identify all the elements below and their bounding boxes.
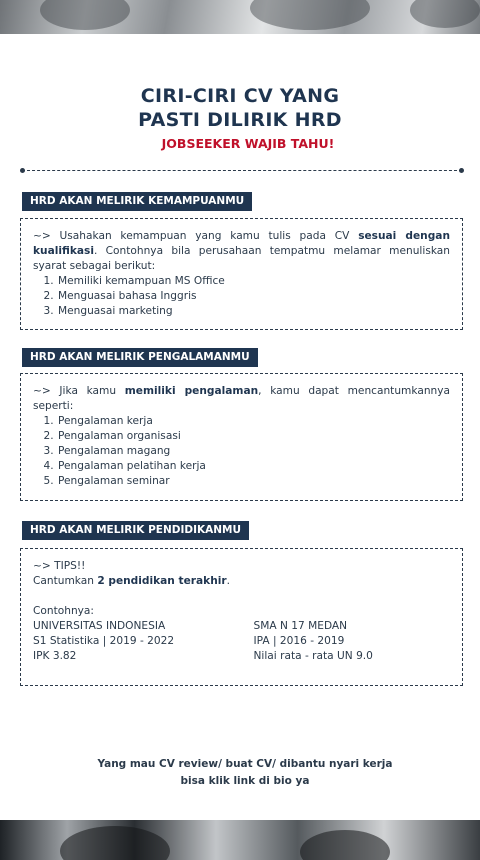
page-title bbox=[0, 84, 480, 132]
list-item: 1. Memiliki kemampuan MS Office bbox=[57, 274, 450, 289]
footer-note bbox=[0, 756, 480, 790]
list-item: 1. Pengalaman kerja bbox=[57, 414, 450, 429]
section-box-kemampuan bbox=[20, 218, 463, 330]
experience-list bbox=[33, 414, 450, 489]
list-item: 3. Menguasai marketing bbox=[57, 304, 450, 319]
school-score: Nilai rata - rata UN 9.0 bbox=[253, 650, 373, 662]
education-entry bbox=[242, 619, 451, 664]
tips-label: ~> TIPS!! bbox=[33, 560, 86, 572]
requirement-list bbox=[33, 274, 450, 319]
example-label: Contohnya: bbox=[33, 605, 94, 617]
title-line-1: CIRI-CIRI CV YANG bbox=[140, 85, 340, 107]
list-item: 3. Pengalaman magang bbox=[57, 444, 450, 459]
footer-line-1: Yang mau CV review/ buat CV/ dibantu nyari kerja bbox=[97, 758, 393, 770]
school-detail: S1 Statistika | 2019 - 2022 bbox=[33, 635, 175, 647]
section-box-pendidikan bbox=[20, 548, 463, 686]
section-header-pengalaman: HRD AKAN MELIRIK PENGALAMANMU bbox=[22, 348, 258, 367]
section-header-kemampuan: HRD AKAN MELIRIK KEMAMPUANMU bbox=[22, 192, 252, 211]
footer-line-2: bisa klik link di bio ya bbox=[180, 775, 310, 787]
top-photo-strip bbox=[0, 0, 480, 34]
school-name: UNIVERSITAS INDONESIA bbox=[33, 620, 166, 632]
school-name: SMA N 17 MEDAN bbox=[253, 620, 348, 632]
section-box-pengalaman bbox=[20, 373, 463, 501]
school-score: IPK 3.82 bbox=[33, 650, 77, 662]
school-detail: IPA | 2016 - 2019 bbox=[253, 635, 345, 647]
education-entry bbox=[33, 619, 242, 664]
divider-dot-left bbox=[20, 168, 25, 173]
tip-text: Cantumkan 2 pendidikan terakhir. bbox=[33, 575, 230, 587]
divider-dot-right bbox=[459, 168, 464, 173]
title-line-2: PASTI DILIRIK HRD bbox=[138, 109, 342, 131]
section-intro: ~> Jika kamu memiliki pengalaman, kamu dapat mencantumkannya seperti: bbox=[33, 385, 451, 412]
infographic-card bbox=[0, 34, 480, 820]
list-item: 4. Pengalaman pelatihan kerja bbox=[57, 459, 450, 474]
list-item: 5. Pengalaman seminar bbox=[57, 474, 450, 489]
dashed-divider bbox=[22, 170, 462, 171]
list-item: 2. Menguasai bahasa Inggris bbox=[57, 289, 450, 304]
page-subtitle: JOBSEEKER WAJIB TAHU! bbox=[161, 136, 335, 151]
section-intro: ~> Usahakan kemampuan yang kamu tulis pada CV sesuai dengan kualifikasi. Contohnya bila perusahaan tempatmu melamar menuliskan syarat sebagai berikut: bbox=[33, 230, 450, 272]
section-header-pendidikan: HRD AKAN MELIRIK PENDIDIKANMU bbox=[22, 521, 249, 540]
education-columns bbox=[33, 619, 450, 664]
bottom-photo-strip bbox=[0, 820, 480, 860]
list-item: 2. Pengalaman organisasi bbox=[57, 429, 450, 444]
